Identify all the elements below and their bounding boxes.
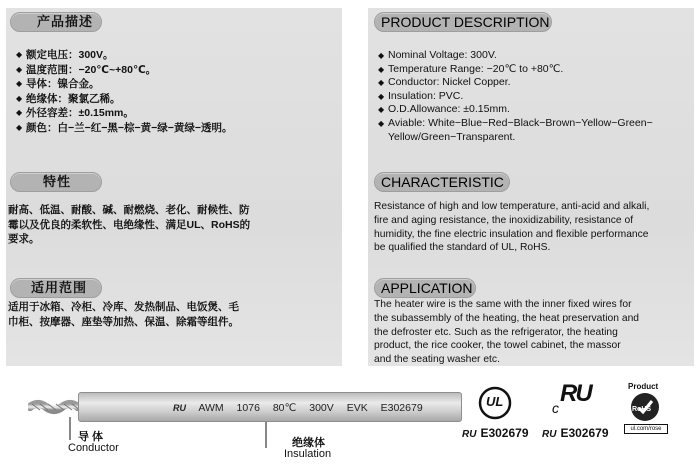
cul-ru-mark: RU: [560, 380, 591, 407]
char-line: 耐高、低温、耐酸、碱、耐燃烧、老化、耐候性、防: [8, 204, 250, 216]
char-line: fire and aging resistance, the inoxidizability, resistance of: [374, 214, 634, 226]
spec-list-cn: [16, 48, 336, 136]
spec-item: ◆ Nominal Voltage: 300V.: [378, 49, 692, 63]
char-line: humidity, the fine electric insulation and flexible performance: [374, 228, 649, 240]
cul-recognized-logo: [552, 380, 610, 420]
spec-item: ◆ Temperature Range: −20℃ to +80℃.: [378, 63, 692, 77]
app-line: product, the rice cooker, the towel cabinet, the massor: [374, 340, 621, 352]
ul-recognized-mark: RU: [173, 403, 186, 413]
ru-mark-small-icon: RU: [462, 429, 477, 440]
spec-list-en: [378, 49, 692, 144]
spec-title-cn: 产品描述: [10, 12, 102, 32]
rohs-site-text: ul.com/rose: [624, 424, 668, 434]
app-line: The heater wire is the same with the inner fixed wires for: [374, 299, 632, 310]
spec-item: ◆ 绝缘体：聚氯乙稀。: [16, 92, 336, 107]
spec-item: ◆ 颜色：白−兰−红−黑−棕−黄−绿−黄绿−透明。: [16, 121, 336, 136]
spec-item: ◆ Aviable: White−Blue−Red−Black−Brown−Yellow−Green−: [378, 117, 692, 131]
chinese-panel: [6, 8, 342, 366]
rohs-product-text: Product: [628, 382, 659, 391]
app-line: the defroster etc. Such as the refrigerator, the heating: [374, 326, 618, 338]
char-line: be qualified the standard of UL, RoHS.: [374, 242, 551, 254]
ul-file-number: E302679: [560, 426, 609, 440]
app-title-cn: 适用范围: [10, 278, 102, 298]
app-line: 巾柜、按摩器、座垫等加热、保温、除霜等组件。: [8, 315, 239, 328]
insulation-label-cn: 绝缘体: [292, 437, 325, 449]
ul-listed-logo: [478, 386, 512, 420]
char-title-en: CHARACTERISTIC: [374, 172, 510, 192]
conductor-label-cn: 导 体: [78, 431, 104, 443]
ul-listed-text: UL: [486, 394, 504, 409]
insulation-label-en: Insulation: [284, 448, 332, 460]
char-text-cn: [8, 203, 340, 247]
spec-item: ◆ 导体：镍合金。: [16, 77, 336, 92]
spec-item: ◆ 温度范围：−20℃~+80℃。: [16, 63, 336, 78]
insulation-jacket: [78, 392, 462, 422]
english-panel: [368, 8, 694, 366]
app-line: and the seating washer etc.: [374, 354, 500, 366]
app-text-en: [374, 298, 692, 367]
spec-item: ◆ 额定电压：300V。: [16, 48, 336, 63]
app-line: 适用于冰箱、冷柜、冷库、发热制品、电饭煲、毛: [8, 301, 239, 313]
ul-file-1: [462, 426, 529, 440]
cul-c-mark: c: [552, 400, 559, 416]
ul-rohs-logo: [624, 384, 668, 440]
conductor-label-en: Conductor: [68, 442, 119, 454]
awm-label: AWM: [198, 402, 224, 414]
heater-wire-illustration: [28, 388, 462, 428]
jacket-marking: [173, 402, 433, 414]
spec-item: ◆ 外径容差：±0.15mm。: [16, 106, 336, 121]
char-line: 要求。: [8, 233, 40, 245]
file-number: E302679: [380, 402, 423, 414]
spec-item: ◆ Conductor: Nickel Copper.: [378, 76, 692, 90]
ul-file-number: E302679: [480, 426, 529, 440]
style-number: 1076: [236, 402, 260, 414]
char-line: 霉以及优良的柔软性、电绝缘性、满足UL、RoHS的: [8, 218, 251, 231]
voltage-rating: 300V: [309, 402, 334, 414]
spec-item: ◆ Insulation: PVC.: [378, 90, 692, 104]
char-text-en: [374, 200, 692, 255]
spec-title-en: PRODUCT DESCRIPTION: [374, 12, 552, 32]
spec-item: Yellow/Green−Transparent.: [388, 130, 516, 143]
rohs-text: RoHS: [632, 406, 652, 413]
app-line: the subassembly of the heating, the heat preservation and: [374, 312, 640, 324]
app-title-en: APPLICATION: [374, 278, 476, 298]
spec-item: ◆ O.D.Allowance: ±0.15mm.: [378, 103, 692, 117]
app-text-cn: [8, 300, 340, 329]
ru-mark-small-icon: RU: [542, 429, 557, 440]
char-title-cn: 特性: [10, 172, 102, 192]
ul-file-2: [542, 426, 609, 440]
temp-rating: 80℃: [272, 402, 297, 414]
char-line: Resistance of high and low temperature, anti-acid and alkali,: [374, 201, 650, 212]
code-label: EVK: [346, 402, 368, 414]
